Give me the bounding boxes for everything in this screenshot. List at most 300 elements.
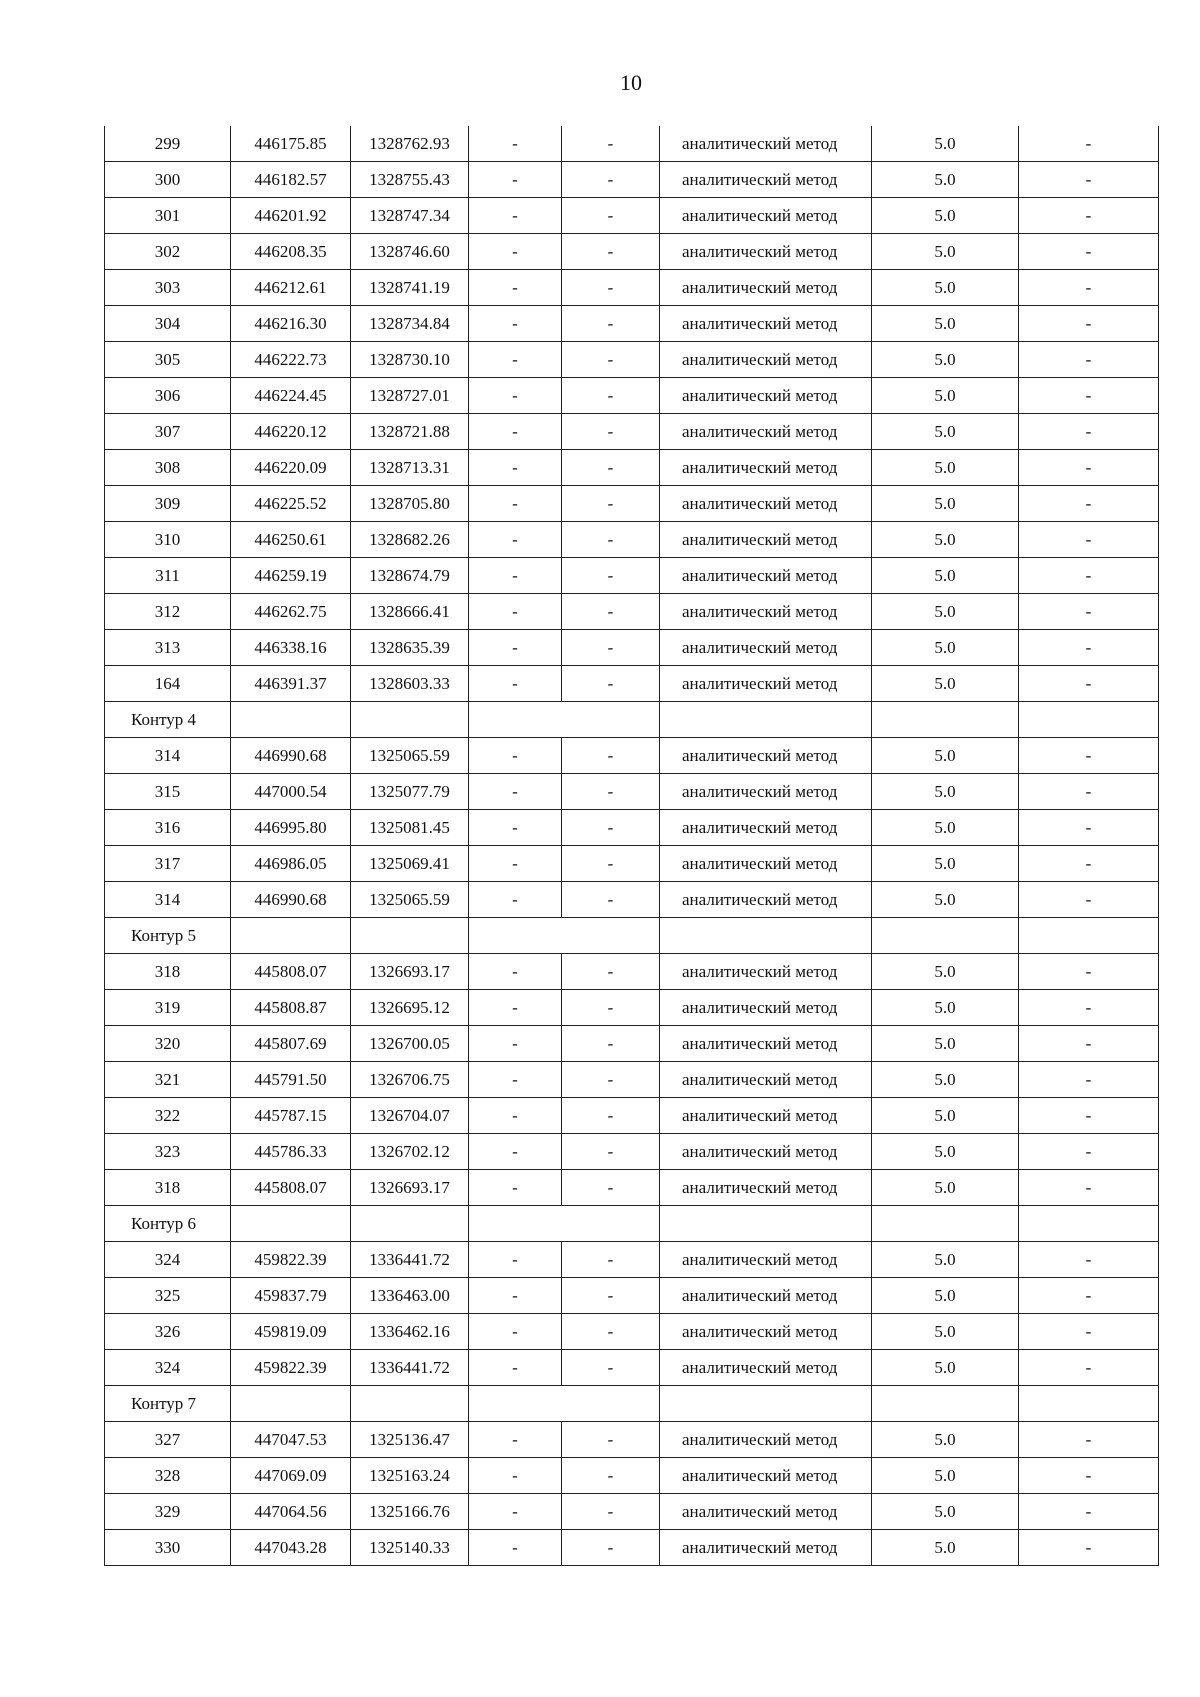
coordinate-y-cell: 1326700.05 <box>351 1026 469 1062</box>
empty-dash-cell: - <box>562 774 660 810</box>
accuracy-cell: 5.0 <box>872 666 1019 702</box>
coordinate-x-cell: 446990.68 <box>231 738 351 774</box>
point-number-cell: 304 <box>105 306 231 342</box>
table-row <box>105 1530 1159 1566</box>
point-number-cell: 318 <box>105 1170 231 1206</box>
coordinate-y-cell: 1325069.41 <box>351 846 469 882</box>
empty-dash-cell: - <box>562 846 660 882</box>
coordinate-x-cell: 446201.92 <box>231 198 351 234</box>
method-cell: аналитический метод <box>660 414 872 450</box>
point-number-cell: 305 <box>105 342 231 378</box>
empty-dash-cell: - <box>1019 486 1159 522</box>
table-row <box>105 666 1159 702</box>
method-cell: аналитический метод <box>660 486 872 522</box>
empty-dash-cell: - <box>469 1026 562 1062</box>
empty-dash-cell: - <box>562 450 660 486</box>
empty-dash-cell: - <box>562 1170 660 1206</box>
method-cell: аналитический метод <box>660 522 872 558</box>
accuracy-cell: 5.0 <box>872 1134 1019 1170</box>
empty-dash-cell: - <box>1019 378 1159 414</box>
empty-dash-cell: - <box>562 954 660 990</box>
coordinate-y-cell: 1336462.16 <box>351 1314 469 1350</box>
coordinate-y-cell: 1326702.12 <box>351 1134 469 1170</box>
point-number-cell: 319 <box>105 990 231 1026</box>
coordinate-y-cell: 1325081.45 <box>351 810 469 846</box>
point-number-cell: 318 <box>105 954 231 990</box>
accuracy-cell: 5.0 <box>872 486 1019 522</box>
table-row <box>105 1350 1159 1386</box>
coordinate-x-cell: 446990.68 <box>231 882 351 918</box>
coordinate-x-cell: 446216.30 <box>231 306 351 342</box>
coordinate-y-cell: 1328713.31 <box>351 450 469 486</box>
empty-dash-cell: - <box>469 270 562 306</box>
empty-dash-cell: - <box>1019 234 1159 270</box>
empty-dash-cell: - <box>1019 774 1159 810</box>
empty-dash-cell: - <box>469 1314 562 1350</box>
empty-cell <box>351 702 469 738</box>
table-row <box>105 450 1159 486</box>
point-number-cell: 313 <box>105 630 231 666</box>
empty-dash-cell: - <box>1019 342 1159 378</box>
point-number-cell: 307 <box>105 414 231 450</box>
method-cell: аналитический метод <box>660 1530 872 1566</box>
coordinate-x-cell: 446208.35 <box>231 234 351 270</box>
accuracy-cell: 5.0 <box>872 1278 1019 1314</box>
empty-dash-cell: - <box>1019 954 1159 990</box>
accuracy-cell: 5.0 <box>872 774 1019 810</box>
coordinate-x-cell: 459837.79 <box>231 1278 351 1314</box>
method-cell: аналитический метод <box>660 1350 872 1386</box>
empty-cell <box>231 1386 351 1422</box>
method-cell: аналитический метод <box>660 270 872 306</box>
coordinate-y-cell: 1325136.47 <box>351 1422 469 1458</box>
empty-dash-cell: - <box>1019 1422 1159 1458</box>
method-cell: аналитический метод <box>660 774 872 810</box>
empty-cell <box>872 702 1019 738</box>
method-cell: аналитический метод <box>660 450 872 486</box>
point-number-cell: 325 <box>105 1278 231 1314</box>
coordinate-x-cell: 447064.56 <box>231 1494 351 1530</box>
method-cell: аналитический метод <box>660 1170 872 1206</box>
empty-dash-cell: - <box>1019 1242 1159 1278</box>
method-cell: аналитический метод <box>660 954 872 990</box>
accuracy-cell: 5.0 <box>872 954 1019 990</box>
point-number-cell: 301 <box>105 198 231 234</box>
empty-dash-cell: - <box>469 522 562 558</box>
method-cell: аналитический метод <box>660 1062 872 1098</box>
accuracy-cell: 5.0 <box>872 1170 1019 1206</box>
empty-dash-cell: - <box>469 126 562 162</box>
empty-dash-cell: - <box>1019 1134 1159 1170</box>
empty-dash-cell: - <box>562 1422 660 1458</box>
empty-dash-cell: - <box>469 414 562 450</box>
empty-cell <box>351 1206 469 1242</box>
table-row <box>105 1170 1159 1206</box>
point-number-cell: 324 <box>105 1242 231 1278</box>
accuracy-cell: 5.0 <box>872 1062 1019 1098</box>
coordinate-y-cell: 1326693.17 <box>351 1170 469 1206</box>
accuracy-cell: 5.0 <box>872 1098 1019 1134</box>
method-cell: аналитический метод <box>660 126 872 162</box>
coordinate-x-cell: 446224.45 <box>231 378 351 414</box>
empty-dash-cell: - <box>469 1242 562 1278</box>
point-number-cell: 324 <box>105 1350 231 1386</box>
empty-dash-cell: - <box>562 198 660 234</box>
empty-dash-cell: - <box>469 630 562 666</box>
empty-cell <box>872 1206 1019 1242</box>
coordinate-y-cell: 1328734.84 <box>351 306 469 342</box>
point-number-cell: 330 <box>105 1530 231 1566</box>
empty-cell <box>872 1386 1019 1422</box>
method-cell: аналитический метод <box>660 1422 872 1458</box>
empty-dash-cell: - <box>469 1494 562 1530</box>
point-number-cell: 299 <box>105 126 231 162</box>
empty-dash-cell: - <box>469 774 562 810</box>
coordinate-x-cell: 446220.12 <box>231 414 351 450</box>
empty-cell <box>469 1386 660 1422</box>
coordinate-y-cell: 1325166.76 <box>351 1494 469 1530</box>
empty-dash-cell: - <box>562 234 660 270</box>
empty-dash-cell: - <box>1019 162 1159 198</box>
empty-dash-cell: - <box>469 846 562 882</box>
coordinate-y-cell: 1328747.34 <box>351 198 469 234</box>
empty-dash-cell: - <box>469 1422 562 1458</box>
coordinate-x-cell: 459822.39 <box>231 1242 351 1278</box>
coordinate-x-cell: 447069.09 <box>231 1458 351 1494</box>
coordinate-y-cell: 1325163.24 <box>351 1458 469 1494</box>
table-row <box>105 198 1159 234</box>
accuracy-cell: 5.0 <box>872 882 1019 918</box>
empty-cell <box>1019 702 1159 738</box>
empty-dash-cell: - <box>562 522 660 558</box>
accuracy-cell: 5.0 <box>872 630 1019 666</box>
empty-cell <box>660 918 872 954</box>
coordinate-y-cell: 1336463.00 <box>351 1278 469 1314</box>
table-row <box>105 1314 1159 1350</box>
accuracy-cell: 5.0 <box>872 270 1019 306</box>
empty-dash-cell: - <box>469 558 562 594</box>
method-cell: аналитический метод <box>660 1026 872 1062</box>
empty-dash-cell: - <box>1019 1314 1159 1350</box>
coordinate-x-cell: 446262.75 <box>231 594 351 630</box>
table-row <box>105 486 1159 522</box>
empty-dash-cell: - <box>1019 882 1159 918</box>
table-row <box>105 414 1159 450</box>
point-number-cell: 306 <box>105 378 231 414</box>
empty-dash-cell: - <box>562 558 660 594</box>
empty-dash-cell: - <box>562 1134 660 1170</box>
empty-dash-cell: - <box>1019 1278 1159 1314</box>
table-row <box>105 342 1159 378</box>
coordinate-x-cell: 446986.05 <box>231 846 351 882</box>
table-row <box>105 810 1159 846</box>
empty-cell <box>231 702 351 738</box>
table-row <box>105 954 1159 990</box>
empty-cell <box>351 1386 469 1422</box>
empty-dash-cell: - <box>562 306 660 342</box>
empty-cell <box>660 702 872 738</box>
empty-dash-cell: - <box>562 486 660 522</box>
coordinate-x-cell: 446182.57 <box>231 162 351 198</box>
accuracy-cell: 5.0 <box>872 1530 1019 1566</box>
accuracy-cell: 5.0 <box>872 1314 1019 1350</box>
coordinate-y-cell: 1325065.59 <box>351 882 469 918</box>
empty-cell <box>1019 918 1159 954</box>
method-cell: аналитический метод <box>660 558 872 594</box>
empty-dash-cell: - <box>562 1062 660 1098</box>
coordinate-y-cell: 1328635.39 <box>351 630 469 666</box>
empty-dash-cell: - <box>1019 666 1159 702</box>
contour-header-row <box>105 702 1159 738</box>
empty-dash-cell: - <box>1019 306 1159 342</box>
table-row <box>105 1098 1159 1134</box>
accuracy-cell: 5.0 <box>872 558 1019 594</box>
method-cell: аналитический метод <box>660 990 872 1026</box>
empty-dash-cell: - <box>562 1314 660 1350</box>
method-cell: аналитический метод <box>660 630 872 666</box>
empty-dash-cell: - <box>562 1098 660 1134</box>
empty-dash-cell: - <box>469 1098 562 1134</box>
accuracy-cell: 5.0 <box>872 342 1019 378</box>
empty-dash-cell: - <box>562 810 660 846</box>
table-row <box>105 378 1159 414</box>
accuracy-cell: 5.0 <box>872 1422 1019 1458</box>
empty-dash-cell: - <box>562 1026 660 1062</box>
coordinate-x-cell: 445786.33 <box>231 1134 351 1170</box>
point-number-cell: 302 <box>105 234 231 270</box>
empty-dash-cell: - <box>469 1350 562 1386</box>
table-row <box>105 558 1159 594</box>
table-row <box>105 234 1159 270</box>
contour-header-row <box>105 918 1159 954</box>
empty-dash-cell: - <box>1019 414 1159 450</box>
coordinate-y-cell: 1328730.10 <box>351 342 469 378</box>
empty-dash-cell: - <box>469 486 562 522</box>
coordinate-y-cell: 1336441.72 <box>351 1350 469 1386</box>
empty-dash-cell: - <box>562 594 660 630</box>
coordinate-x-cell: 446391.37 <box>231 666 351 702</box>
method-cell: аналитический метод <box>660 594 872 630</box>
coordinate-y-cell: 1326695.12 <box>351 990 469 1026</box>
contour-header-row <box>105 1386 1159 1422</box>
empty-dash-cell: - <box>469 882 562 918</box>
empty-dash-cell: - <box>469 234 562 270</box>
empty-dash-cell: - <box>562 990 660 1026</box>
empty-dash-cell: - <box>1019 270 1159 306</box>
point-number-cell: 312 <box>105 594 231 630</box>
empty-dash-cell: - <box>469 1278 562 1314</box>
point-number-cell: 314 <box>105 882 231 918</box>
empty-dash-cell: - <box>1019 1062 1159 1098</box>
empty-dash-cell: - <box>562 1530 660 1566</box>
empty-cell <box>469 702 660 738</box>
method-cell: аналитический метод <box>660 738 872 774</box>
table-row <box>105 990 1159 1026</box>
method-cell: аналитический метод <box>660 1098 872 1134</box>
empty-dash-cell: - <box>469 342 562 378</box>
empty-cell <box>660 1206 872 1242</box>
coordinate-y-cell: 1328682.26 <box>351 522 469 558</box>
contour-label: Контур 6 <box>105 1206 231 1242</box>
coordinate-x-cell: 445808.07 <box>231 1170 351 1206</box>
accuracy-cell: 5.0 <box>872 306 1019 342</box>
contour-label: Контур 4 <box>105 702 231 738</box>
table-row <box>105 1242 1159 1278</box>
method-cell: аналитический метод <box>660 1278 872 1314</box>
empty-dash-cell: - <box>562 630 660 666</box>
empty-dash-cell: - <box>469 1134 562 1170</box>
accuracy-cell: 5.0 <box>872 990 1019 1026</box>
coordinate-x-cell: 446212.61 <box>231 270 351 306</box>
method-cell: аналитический метод <box>660 810 872 846</box>
accuracy-cell: 5.0 <box>872 1026 1019 1062</box>
coordinate-y-cell: 1336441.72 <box>351 1242 469 1278</box>
empty-dash-cell: - <box>1019 1350 1159 1386</box>
coordinate-x-cell: 446338.16 <box>231 630 351 666</box>
empty-dash-cell: - <box>1019 558 1159 594</box>
empty-dash-cell: - <box>1019 1494 1159 1530</box>
point-number-cell: 328 <box>105 1458 231 1494</box>
empty-dash-cell: - <box>1019 198 1159 234</box>
coordinate-y-cell: 1328741.19 <box>351 270 469 306</box>
empty-dash-cell: - <box>1019 1530 1159 1566</box>
coordinate-x-cell: 447043.28 <box>231 1530 351 1566</box>
accuracy-cell: 5.0 <box>872 738 1019 774</box>
empty-dash-cell: - <box>1019 1098 1159 1134</box>
point-number-cell: 310 <box>105 522 231 558</box>
point-number-cell: 323 <box>105 1134 231 1170</box>
method-cell: аналитический метод <box>660 162 872 198</box>
table-row <box>105 126 1159 162</box>
accuracy-cell: 5.0 <box>872 234 1019 270</box>
empty-dash-cell: - <box>1019 846 1159 882</box>
empty-dash-cell: - <box>562 1242 660 1278</box>
empty-dash-cell: - <box>1019 738 1159 774</box>
page-number: 10 <box>620 70 642 95</box>
empty-dash-cell: - <box>469 594 562 630</box>
empty-dash-cell: - <box>1019 810 1159 846</box>
empty-cell <box>872 918 1019 954</box>
coordinates-table <box>104 126 1159 1566</box>
empty-cell <box>469 1206 660 1242</box>
empty-cell <box>1019 1206 1159 1242</box>
point-number-cell: 314 <box>105 738 231 774</box>
contour-label: Контур 7 <box>105 1386 231 1422</box>
empty-dash-cell: - <box>469 810 562 846</box>
empty-dash-cell: - <box>1019 990 1159 1026</box>
empty-cell <box>660 1386 872 1422</box>
empty-dash-cell: - <box>469 306 562 342</box>
accuracy-cell: 5.0 <box>872 810 1019 846</box>
point-number-cell: 164 <box>105 666 231 702</box>
coordinate-x-cell: 446222.73 <box>231 342 351 378</box>
point-number-cell: 316 <box>105 810 231 846</box>
accuracy-cell: 5.0 <box>872 1458 1019 1494</box>
accuracy-cell: 5.0 <box>872 1494 1019 1530</box>
empty-dash-cell: - <box>562 1278 660 1314</box>
method-cell: аналитический метод <box>660 1242 872 1278</box>
empty-dash-cell: - <box>562 342 660 378</box>
coordinate-x-cell: 445787.15 <box>231 1098 351 1134</box>
empty-cell <box>351 918 469 954</box>
table-row <box>105 1026 1159 1062</box>
table-row <box>105 594 1159 630</box>
coordinate-x-cell: 445808.07 <box>231 954 351 990</box>
table-row <box>105 738 1159 774</box>
empty-dash-cell: - <box>562 1494 660 1530</box>
empty-dash-cell: - <box>469 450 562 486</box>
coordinate-y-cell: 1326704.07 <box>351 1098 469 1134</box>
method-cell: аналитический метод <box>660 882 872 918</box>
empty-dash-cell: - <box>562 414 660 450</box>
table-row <box>105 1062 1159 1098</box>
empty-dash-cell: - <box>1019 630 1159 666</box>
point-number-cell: 303 <box>105 270 231 306</box>
point-number-cell: 317 <box>105 846 231 882</box>
method-cell: аналитический метод <box>660 666 872 702</box>
empty-dash-cell: - <box>1019 126 1159 162</box>
coordinates-table-body <box>105 126 1159 1566</box>
accuracy-cell: 5.0 <box>872 1350 1019 1386</box>
empty-dash-cell: - <box>1019 450 1159 486</box>
accuracy-cell: 5.0 <box>872 198 1019 234</box>
coordinate-y-cell: 1326706.75 <box>351 1062 469 1098</box>
accuracy-cell: 5.0 <box>872 126 1019 162</box>
accuracy-cell: 5.0 <box>872 162 1019 198</box>
coordinate-x-cell: 446250.61 <box>231 522 351 558</box>
empty-dash-cell: - <box>562 270 660 306</box>
table-row <box>105 522 1159 558</box>
coordinate-y-cell: 1328762.93 <box>351 126 469 162</box>
coordinate-y-cell: 1325140.33 <box>351 1530 469 1566</box>
point-number-cell: 322 <box>105 1098 231 1134</box>
table-row <box>105 1458 1159 1494</box>
contour-label: Контур 5 <box>105 918 231 954</box>
point-number-cell: 309 <box>105 486 231 522</box>
empty-cell <box>231 918 351 954</box>
coordinate-x-cell: 446995.80 <box>231 810 351 846</box>
coordinate-y-cell: 1326693.17 <box>351 954 469 990</box>
coordinate-x-cell: 459819.09 <box>231 1314 351 1350</box>
table-row <box>105 162 1159 198</box>
empty-dash-cell: - <box>1019 522 1159 558</box>
empty-dash-cell: - <box>469 954 562 990</box>
coordinate-x-cell: 445808.87 <box>231 990 351 1026</box>
accuracy-cell: 5.0 <box>872 594 1019 630</box>
coordinate-y-cell: 1325077.79 <box>351 774 469 810</box>
coordinate-x-cell: 447000.54 <box>231 774 351 810</box>
point-number-cell: 329 <box>105 1494 231 1530</box>
accuracy-cell: 5.0 <box>872 1242 1019 1278</box>
table-row <box>105 846 1159 882</box>
empty-dash-cell: - <box>469 1062 562 1098</box>
coordinate-x-cell: 445791.50 <box>231 1062 351 1098</box>
coordinate-y-cell: 1328721.88 <box>351 414 469 450</box>
coordinate-y-cell: 1328727.01 <box>351 378 469 414</box>
empty-cell <box>231 1206 351 1242</box>
empty-dash-cell: - <box>562 738 660 774</box>
coordinate-x-cell: 459822.39 <box>231 1350 351 1386</box>
empty-dash-cell: - <box>469 198 562 234</box>
table-row <box>105 1134 1159 1170</box>
coordinate-y-cell: 1328603.33 <box>351 666 469 702</box>
empty-dash-cell: - <box>562 1458 660 1494</box>
empty-dash-cell: - <box>469 162 562 198</box>
empty-dash-cell: - <box>562 1350 660 1386</box>
coordinate-y-cell: 1325065.59 <box>351 738 469 774</box>
accuracy-cell: 5.0 <box>872 450 1019 486</box>
point-number-cell: 315 <box>105 774 231 810</box>
